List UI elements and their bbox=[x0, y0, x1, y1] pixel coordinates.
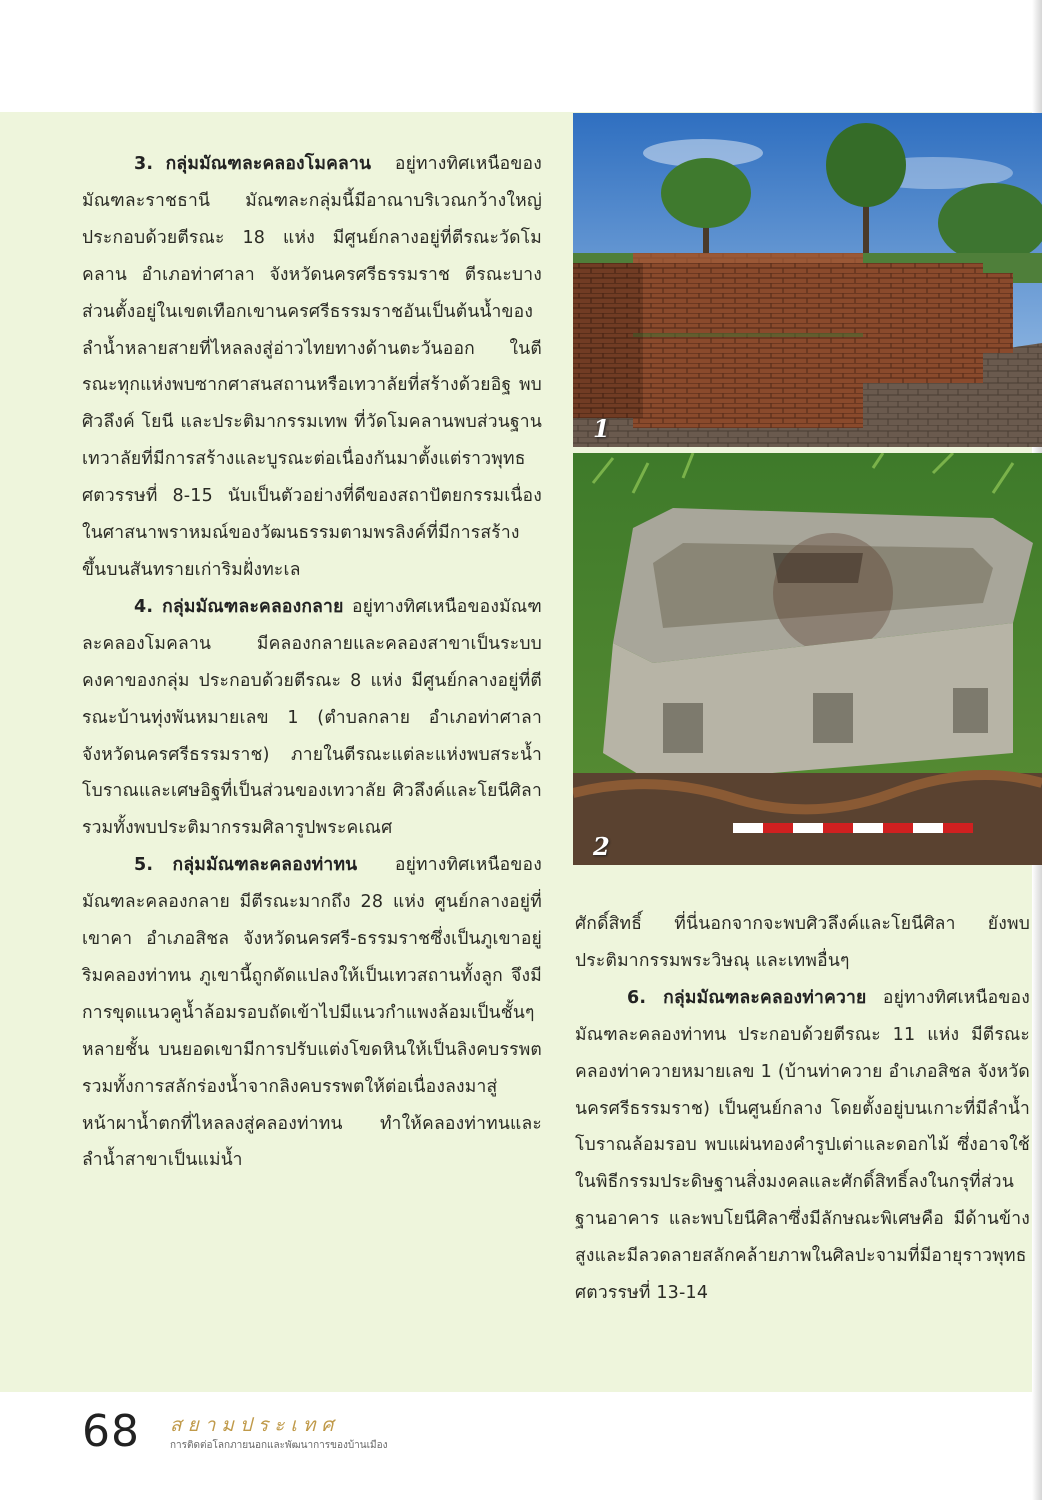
stone-yoni-image bbox=[573, 453, 1042, 865]
paragraph-thakhwai-group bbox=[575, 980, 1030, 1312]
page-number: 68 bbox=[82, 1406, 140, 1457]
page-footer bbox=[82, 1406, 582, 1462]
photo-brick-ruins bbox=[573, 113, 1042, 447]
photo-number-2: 2 bbox=[593, 832, 610, 861]
left-text-column bbox=[82, 146, 542, 1179]
paragraph-thathon-continued bbox=[575, 906, 1030, 980]
brick-ruins-image bbox=[573, 113, 1042, 447]
paragraph-klai-group bbox=[82, 589, 542, 847]
right-text-column bbox=[575, 906, 1030, 1312]
paragraph-thathon-group bbox=[82, 847, 542, 1179]
photo-stone-yoni bbox=[573, 453, 1042, 865]
magazine-subtitle: การติดต่อโลกภายนอกและพัฒนาการของบ้านเมือง bbox=[170, 1440, 388, 1451]
text-thakhwai-group: อยู่ทางทิศเหนือของมัณฑละคลองท่าทน ประกอบด้วยตีรณะ 11 แห่ง มีตีรณะคลองท่าควายหมายเลข 1 (บ้านท่าควาย อำเภอสิชล จังหวัดนครศรีธรรมราช) เป็นศูนย์กลาง โดยตั้งอยู่บนเกาะที่มีลำน้ำโบราณล้อมรอบ พบแผ่นทองคำรูปเต่าและดอกไม้ ซึ่งอาจใช้ในพิธีกรรมประดิษฐานสิ่งมงคลและศักดิ์สิทธิ์ลงในกรุที่ส่วนฐานอาคาร และพบโยนีศิลาซึ่งมีลักษณะพิเศษคือ มีด้านข้างสูงและมีลวดลายสลักคล้ายภาพในศิลปะจามที่มีอายุราวพุทธศตวรรษที่ 13-14 bbox=[575, 987, 1030, 1304]
heading-mokhlan-group: 3. กลุ่มมัณฑละคลองโมคลาน bbox=[134, 154, 372, 174]
heading-klai-group: 4. กลุ่มมัณฑละคลองกลาย bbox=[134, 596, 344, 617]
heading-thathon-group: 5. กลุ่มมัณฑละคลองท่าทน bbox=[134, 855, 358, 876]
heading-thakhwai-group: 6. กลุ่มมัณฑละคลองท่าควาย bbox=[627, 987, 867, 1008]
text-mokhlan-group: อยู่ทางทิศเหนือของมัณฑละราชธานี มัณฑละกลุ่มนี้มีอาณาบริเวณกว้างใหญ่ ประกอบด้วยตีรณะ 18 แห่ง มีศูนย์กลางอยู่ที่ตีรณะวัดโมคลาน อำเภอท่าศาลา จังหวัดนครศรีธรรมราช ตีรณะบางส่วนตั้งอยู่ในเขตเทือกเขานครศรีธรรมราชอันเป็นต้นน้ำของลำน้ำหลายสายที่ไหลลงสู่อ่าวไทยทางด้านตะวันออก ในตีรณะทุกแห่งพบซากศาสนสถานหรือเทวาลัยที่สร้างด้วยอิฐ พบศิวลึงค์ โยนี และประติมากรรมเทพ ที่วัดโมคลานพบส่วนฐานเทวาลัยที่มีการสร้างและบูรณะต่อเนื่องกันมาตั้งแต่ราวพุทธศตวรรษที่ 8-15 นับเป็นตัวอย่างที่ดีของสถาปัตยกรรมเนื่องในศาสนาพราหมณ์ของวัฒนธรรมตามพรลิงค์ที่มีการสร้างขึ้นบนสันทรายเก่าริมฝั่งทะเล bbox=[82, 154, 542, 580]
text-thathon-continued: ศักดิ์สิทธิ์ ที่นี่นอกจากจะพบศิวลึงค์และโยนีศิลา ยังพบประติมากรรมพระวิษณุ และเทพอื่นๆ bbox=[575, 914, 1030, 971]
paragraph-mokhlan-group bbox=[82, 146, 542, 589]
photo-number-1: 1 bbox=[593, 414, 610, 443]
text-thathon-group: อยู่ทางทิศเหนือของมัณฑละคลองกลาย มีตีรณะมากถึง 28 แห่ง ศูนย์กลางอยู่ที่เขาคา อำเภอสิชล จังหวัดนครศรี-ธรรมราชซึ่งเป็นภูเขาอยู่ริมคลองท่าทน ภูเขานี้ถูกดัดแปลงให้เป็นเทวสถานทั้งลูก จึงมีการขุดแนวคูน้ำล้อมรอบถัดเข้าไปมีแนวกำแพงล้อมเป็นชั้นๆ หลายชั้น บนยอดเขามีการปรับแต่งโขดหินให้เป็นลิงคบรรพต รวมทั้งการสลักร่องน้ำจากลิงคบรรพตให้ต่อเนื่องลงมาสู่หน้าผาน้ำตกที่ไหลลงสู่คลองท่าทน ทำให้คลองท่าทนและลำน้ำสาขาเป็นแม่น้ำ bbox=[82, 855, 542, 1171]
text-klai-group: อยู่ทางทิศเหนือของมัณฑละคลองโมคลาน มีคลองกลายและคลองสาขาเป็นระบบคงคาของกลุ่ม ประกอบด้วยตีรณะ 8 แห่ง มีศูนย์กลางอยู่ที่ตีรณะบ้านทุ่งพันหมายเลข 1 (ตำบลกลาย อำเภอท่าศาลา จังหวัดนครศรีธรรมราช) ภายในตีรณะแต่ละแห่งพบสระน้ำโบราณและเศษอิฐที่เป็นส่วนของเทวาลัย ศิวลึงค์และโยนีศิลา รวมทั้งพบประติมากรรมศิลารูปพระคเณศ bbox=[82, 596, 542, 839]
magazine-title: สยามประเทศ bbox=[170, 1414, 340, 1436]
